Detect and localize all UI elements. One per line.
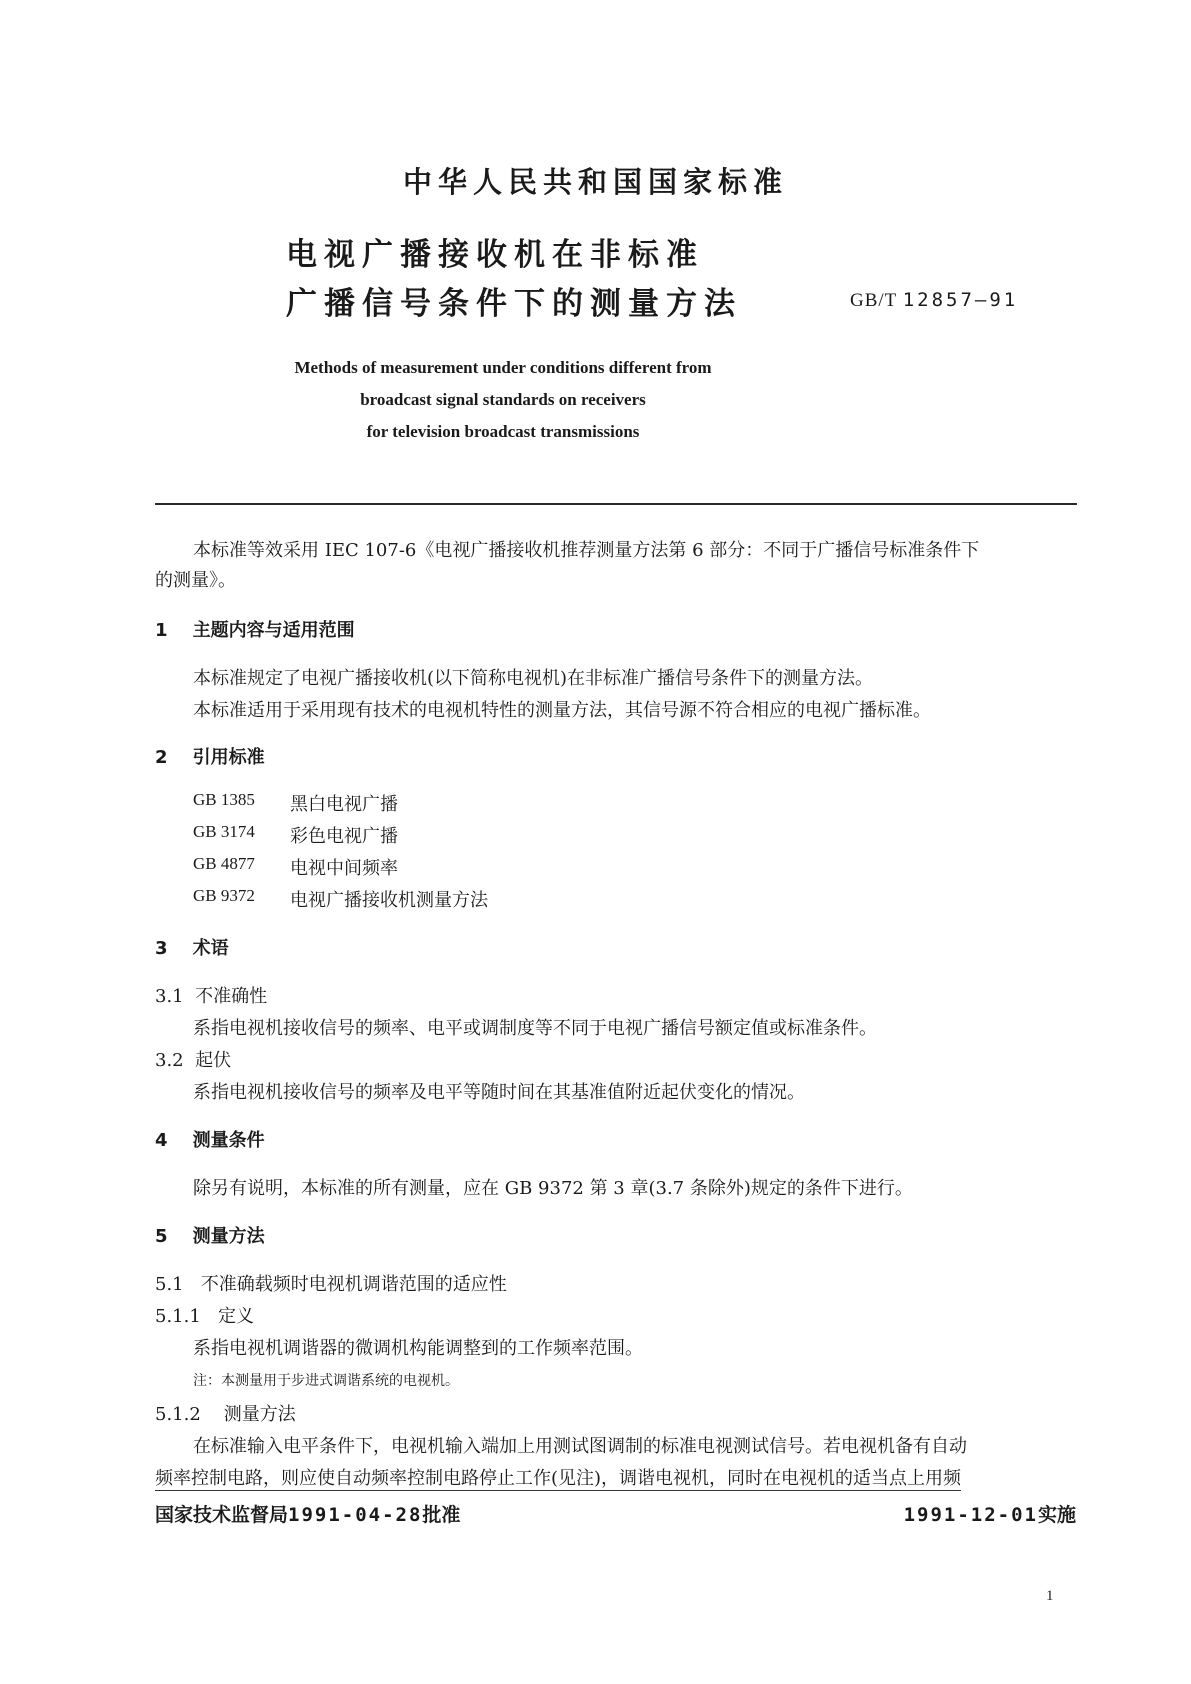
- term2-heading: [155, 1046, 231, 1072]
- subsection-5-1-2-heading: [155, 1400, 296, 1426]
- section1-title: 主题内容与适用范围: [192, 620, 355, 641]
- section4-title: 测量条件: [192, 1130, 265, 1151]
- ref-title: 电视中间频率: [290, 858, 398, 879]
- subsection-5-1-1-title: 定义: [217, 1306, 254, 1327]
- section4-number: 4: [155, 1130, 168, 1151]
- section5-heading: [155, 1222, 265, 1248]
- title-en-line2: broadcast signal standards on receivers: [360, 390, 646, 409]
- term1-number: 3.1: [155, 986, 184, 1007]
- national-standard-heading: 中华人民共和国国家标准: [402, 165, 788, 199]
- issuer: 国家技术监督局: [155, 1504, 289, 1526]
- section5-number: 5: [155, 1226, 168, 1247]
- section2-heading: [155, 743, 265, 769]
- ref-title: 电视广播接收机测量方法: [290, 890, 488, 911]
- implementation-line: [904, 1500, 1076, 1527]
- section3-number: 3: [155, 938, 168, 959]
- ref-code: GB 1385: [193, 790, 255, 809]
- ref-title: 彩色电视广播: [290, 826, 398, 847]
- term2-title: 起伏: [195, 1050, 232, 1071]
- code-prefix: GB/T: [850, 290, 897, 311]
- title-en-line1: Methods of measurement under conditions different from: [294, 358, 712, 377]
- section1-number: 1: [155, 620, 168, 641]
- title-cn-line2: 广播信号条件下的测量方法: [286, 286, 742, 322]
- intro-line1: 本标准等效采用 IEC 107-6《电视广播接收机推荐测量方法第 6 部分：不同于广播信号标准条件下: [193, 540, 980, 561]
- section5-title: 测量方法: [192, 1226, 265, 1247]
- section1-para1: 本标准规定了电视广播接收机(以下简称电视机)在非标准广播信号条件下的测量方法。: [193, 668, 874, 689]
- subsection-5-1-1-heading: [155, 1302, 254, 1328]
- term1-title: 不准确性: [195, 986, 268, 1007]
- subsection-5-1-1-note: 注：本测量用于步进式调谐系统的电视机。: [193, 1373, 459, 1389]
- section3-title: 术语: [192, 938, 229, 959]
- section1-para2: 本标准适用于采用现有技术的电视机特性的测量方法，其信号源不符合相应的电视广播标准。: [193, 700, 931, 721]
- title-cn-line1: 电视广播接收机在非标准: [286, 237, 704, 273]
- section2-title: 引用标准: [192, 747, 265, 768]
- subsection-5-1-2-line2: 频率控制电路，则应使自动频率控制电路停止工作(见注)，调谐电视机，同时在电视机的适当点上用频: [155, 1464, 961, 1491]
- approve-word: 批准: [422, 1504, 461, 1526]
- term1-heading: [155, 982, 267, 1008]
- section4-heading: [155, 1126, 265, 1152]
- subsection-5-1-2-number: 5.1.2: [155, 1404, 201, 1425]
- section3-heading: [155, 934, 229, 960]
- approval-line: [155, 1500, 460, 1527]
- term2-definition: 系指电视机接收信号的频率及电平等随时间在其基准值附近起伏变化的情况。: [193, 1082, 805, 1103]
- page-number: 1: [1046, 1588, 1054, 1604]
- intro-line2: 的测量》。: [155, 570, 236, 591]
- ref-code: GB 3174: [193, 822, 255, 841]
- subsection-5-1-1-para: 系指电视机调谐器的微调机构能调整到的工作频率范围。: [193, 1338, 643, 1359]
- implementation-word: 实施: [1037, 1504, 1076, 1526]
- ref-code: GB 4877: [193, 854, 255, 873]
- ref-title: 黑白电视广播: [290, 794, 398, 815]
- term2-number: 3.2: [155, 1050, 184, 1071]
- term1-definition: 系指电视机接收信号的频率、电平或调制度等不同于电视广播信号额定值或标准条件。: [193, 1018, 877, 1039]
- subsection-5-1-title: 不准确载频时电视机调谐范围的适应性: [200, 1274, 507, 1295]
- subsection-5-1-number: 5.1: [155, 1274, 184, 1295]
- subsection-5-1-heading: [155, 1270, 507, 1296]
- subsection-5-1-1-number: 5.1.1: [155, 1306, 201, 1327]
- section4-para: 除另有说明，本标准的所有测量，应在 GB 9372 第 3 章(3.7 条除外)规定的条件下进行。: [193, 1178, 913, 1199]
- header-divider: [155, 503, 1077, 505]
- approve-date: 1991-04-28: [288, 1504, 423, 1526]
- ref-code: GB 9372: [193, 886, 255, 905]
- section1-heading: [155, 616, 355, 642]
- code-number: 12857—91: [902, 289, 1019, 311]
- implementation-date: 1991-12-01: [903, 1504, 1038, 1526]
- section2-number: 2: [155, 747, 168, 768]
- standard-code: [850, 289, 1018, 312]
- title-en-line3: for television broadcast transmissions: [366, 422, 640, 441]
- subsection-5-1-2-line1: 在标准输入电平条件下，电视机输入端加上用测试图调制的标准电视测试信号。若电视机备有自动: [193, 1436, 967, 1457]
- subsection-5-1-2-title: 测量方法: [223, 1404, 296, 1425]
